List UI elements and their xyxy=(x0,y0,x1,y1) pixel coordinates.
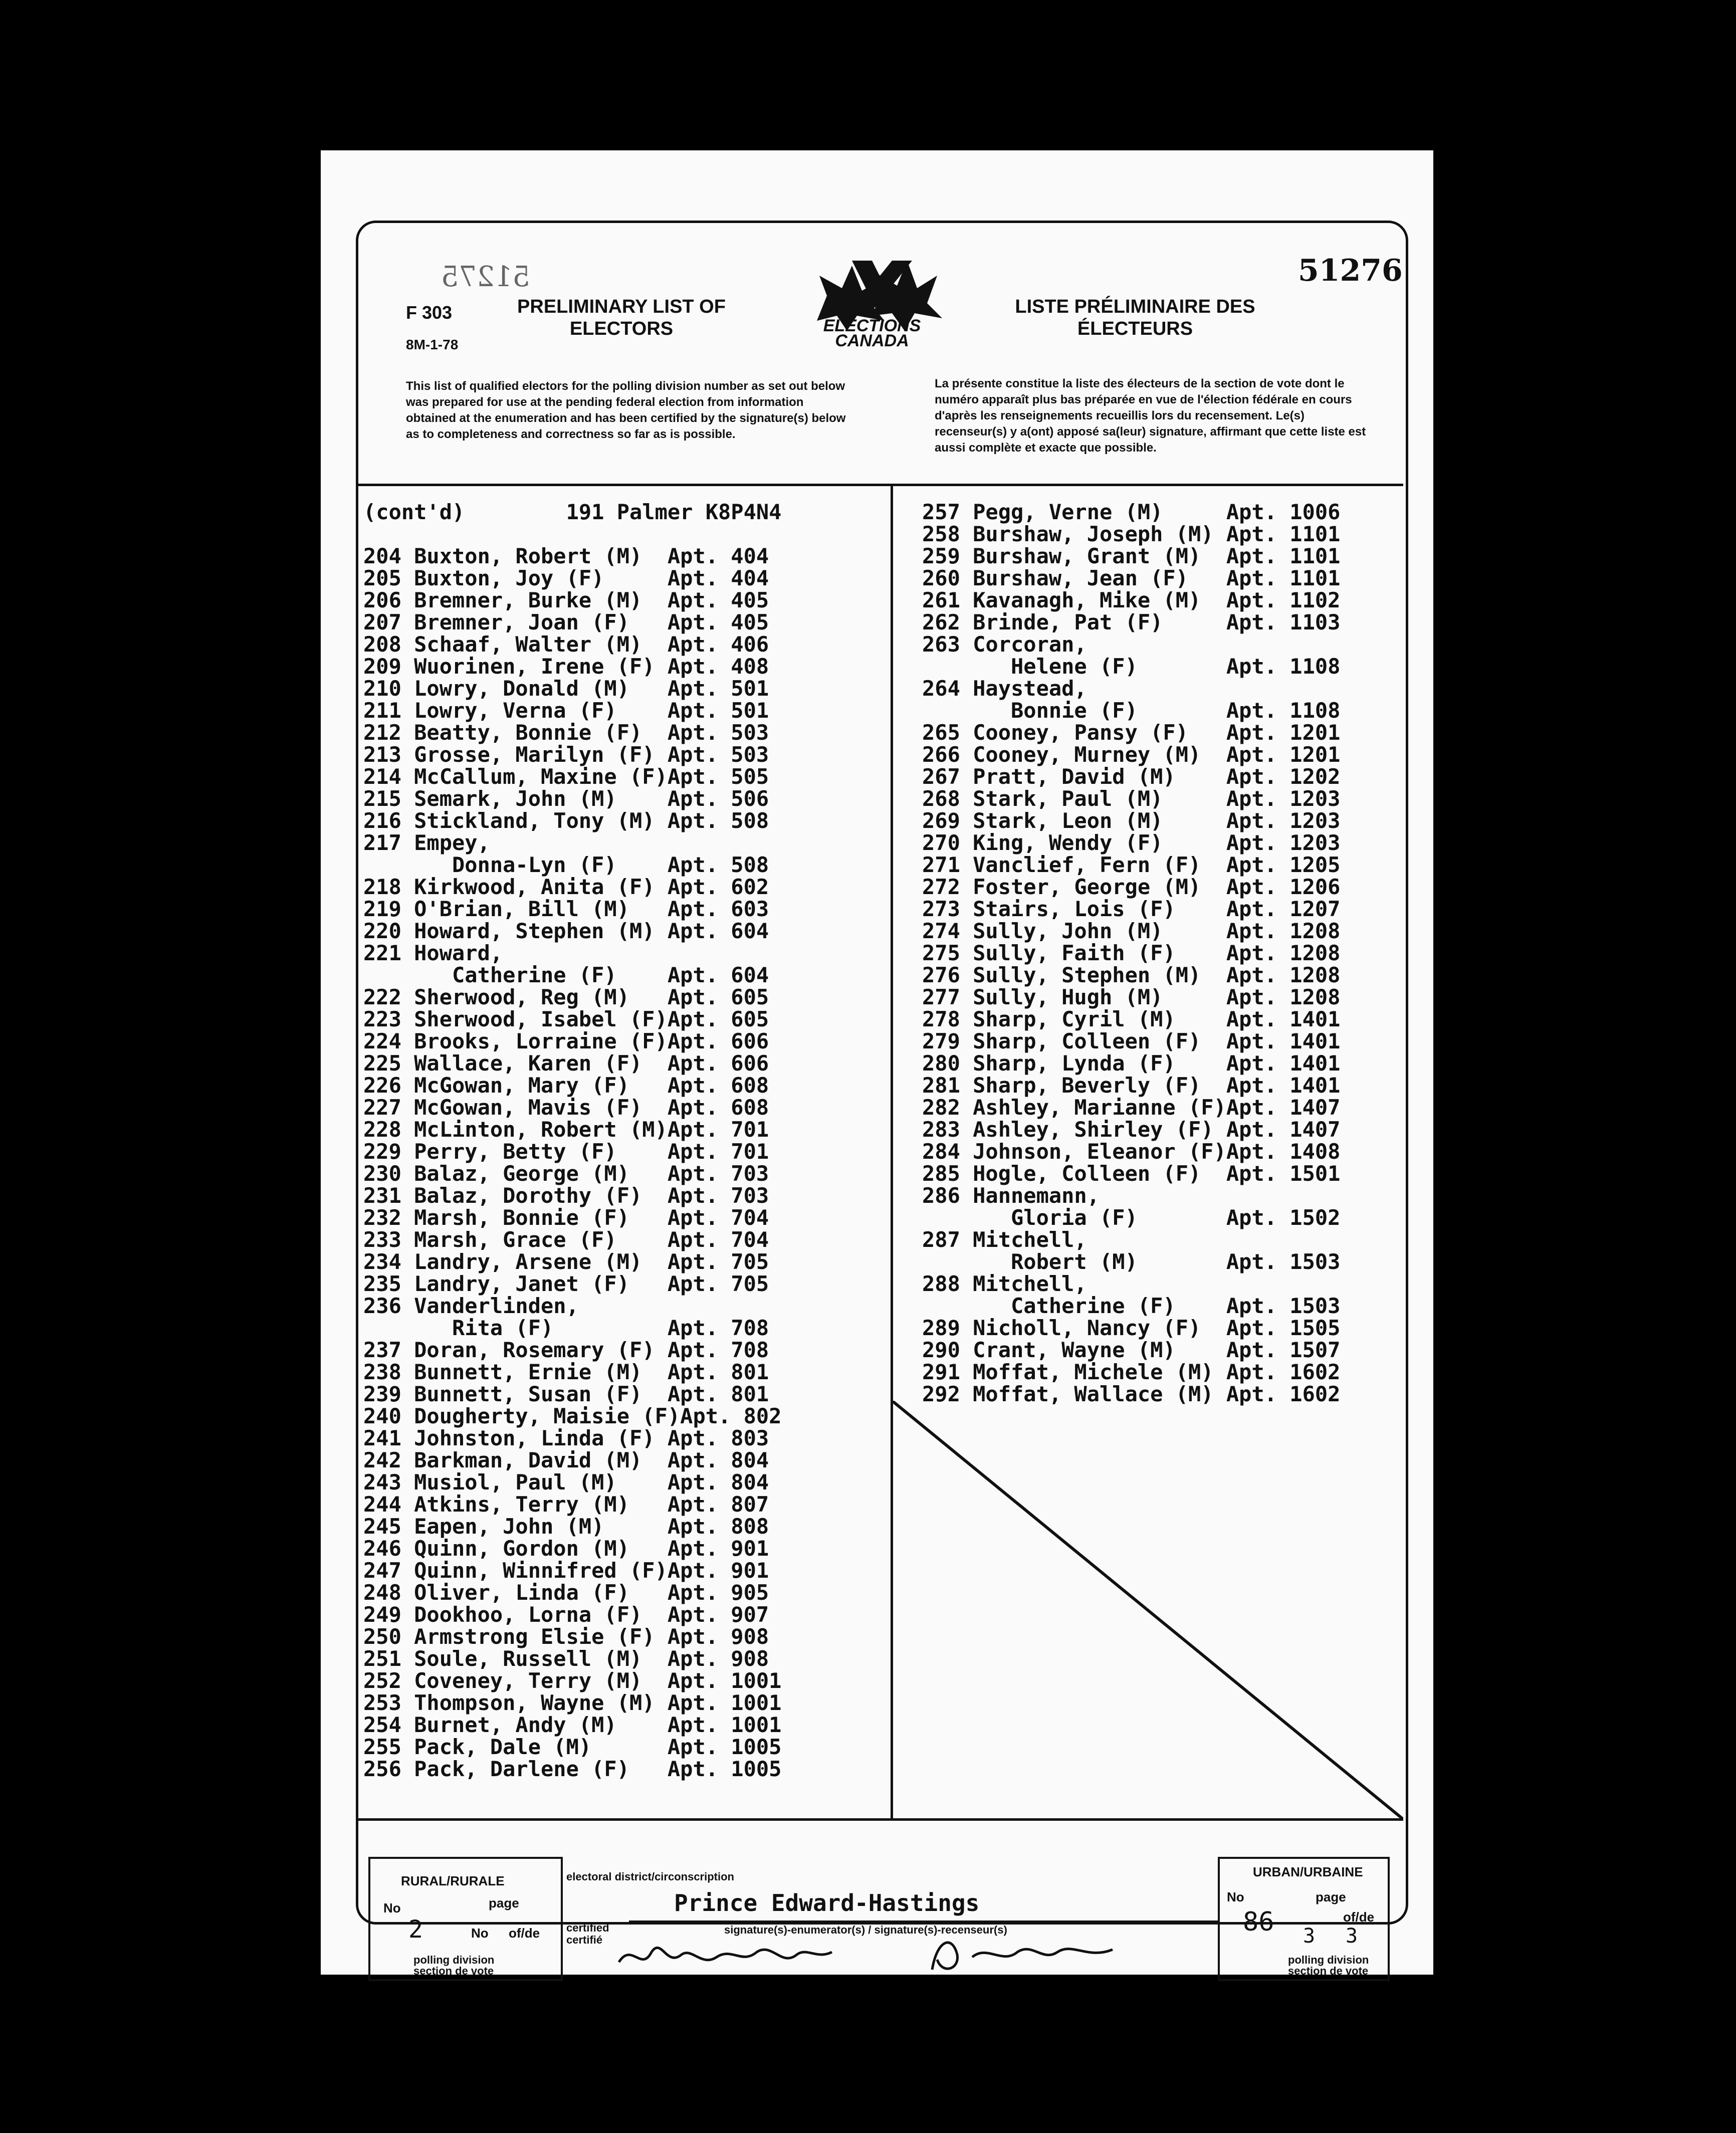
elector-entry: 256 Pack, Darlene (F) Apt. 1005 xyxy=(363,1757,782,1781)
elector-entry: 251 Soule, Russell (M) Apt. 908 xyxy=(363,1646,769,1671)
elector-entry: 216 Stickland, Tony (M) Apt. 508 xyxy=(363,808,769,833)
elector-entry: 273 Stairs, Lois (F) Apt. 1207 xyxy=(922,897,1341,921)
elector-entry: 214 McCallum, Maxine (F)Apt. 505 xyxy=(363,764,769,789)
urban-polling-label: polling division section de vote xyxy=(1288,1954,1369,1977)
elector-entry: 234 Landry, Arsene (M) Apt. 705 xyxy=(363,1249,769,1274)
header-divider xyxy=(358,484,1403,486)
intro-french: La présente constitue la liste des électeurs de la section de vote dont le numéro apparaît plus bas préparée en vue de l'élection fédérale en cours d'après les renseignements recueillis lors du recensement. Le(s) recenseur(s) y a(ont) apposé sa(leur) signature, affirmant que cette liste est aussi complète et exacte que possible. xyxy=(935,377,1366,455)
elector-entry: 210 Lowry, Donald (M) Apt. 501 xyxy=(363,676,769,701)
urban-no-label: No xyxy=(1227,1889,1244,1904)
elector-entry: 257 Pegg, Verne (M) Apt. 1006 xyxy=(922,500,1341,524)
elector-entry: Rita (F) Apt. 708 xyxy=(363,1316,769,1340)
elector-entry: 205 Buxton, Joy (F) Apt. 404 xyxy=(363,566,769,590)
elector-entry: 206 Bremner, Burke (M) Apt. 405 xyxy=(363,588,769,612)
elector-entry: Catherine (F) Apt. 1503 xyxy=(922,1294,1341,1318)
district-name: Prince Edward-Hastings xyxy=(674,1889,980,1916)
elector-entry: 215 Semark, John (M) Apt. 506 xyxy=(363,786,769,811)
logo-text: ELECTIONS CANADA xyxy=(823,316,921,350)
elector-entry: 261 Kavanagh, Mike (M) Apt. 1102 xyxy=(922,588,1341,612)
title-english: PRELIMINARY LIST OF ELECTORS xyxy=(517,296,726,339)
urban-page-label: page xyxy=(1316,1889,1346,1904)
elector-entry: 291 Moffat, Michele (M) Apt. 1602 xyxy=(922,1360,1341,1384)
signature-line xyxy=(629,1921,1218,1922)
elector-entry: 286 Hannemann, xyxy=(922,1183,1100,1208)
document-page xyxy=(321,150,1433,1975)
elector-entry: 219 O'Brian, Bill (M) Apt. 603 xyxy=(363,897,769,921)
elector-entry: 258 Burshaw, Joseph (M) Apt. 1101 xyxy=(922,522,1341,546)
elector-entry: 231 Balaz, Dorothy (F) Apt. 703 xyxy=(363,1183,769,1208)
elector-entry: Bonnie (F) Apt. 1108 xyxy=(922,698,1341,723)
elector-entry: 228 McLinton, Robert (M)Apt. 701 xyxy=(363,1117,769,1142)
elector-entry: 246 Quinn, Gordon (M) Apt. 901 xyxy=(363,1536,769,1561)
rural-page-label: page xyxy=(489,1895,519,1910)
elector-entry: 222 Sherwood, Reg (M) Apt. 605 xyxy=(363,985,769,1009)
elector-entry: 279 Sharp, Colleen (F) Apt. 1401 xyxy=(922,1029,1341,1053)
form-date: 8M-1-78 xyxy=(406,337,459,352)
elector-entry: 237 Doran, Rosemary (F) Apt. 708 xyxy=(363,1338,769,1362)
elector-entry: 283 Ashley, Shirley (F) Apt. 1407 xyxy=(922,1117,1341,1142)
elector-entry: 249 Dookhoo, Lorna (F) Apt. 907 xyxy=(363,1602,769,1627)
elector-entry: 235 Landry, Janet (F) Apt. 705 xyxy=(363,1271,769,1296)
elector-entry: 245 Eapen, John (M) Apt. 808 xyxy=(363,1514,769,1539)
elector-entry: 248 Oliver, Linda (F) Apt. 905 xyxy=(363,1580,769,1605)
elector-entry: 232 Marsh, Bonnie (F) Apt. 704 xyxy=(363,1205,769,1230)
elector-entry: 236 Vanderlinden, xyxy=(363,1294,579,1318)
elector-entry: 269 Stark, Leon (M) Apt. 1203 xyxy=(922,808,1341,833)
cancellation-diagonal xyxy=(892,1401,1403,1819)
intro-english: This list of qualified electors for the polling division number as set out below was prepared for use at the pending federal election from information obtained at the enumeration and has been certified by the signature(s) below as to completeness and correctness so far as is possible. xyxy=(406,379,846,441)
elector-entry: 265 Cooney, Pansy (F) Apt. 1201 xyxy=(922,720,1341,745)
elector-entry: 252 Coveney, Terry (M) Apt. 1001 xyxy=(363,1668,782,1693)
elector-entry: 282 Ashley, Marianne (F)Apt. 1407 xyxy=(922,1095,1341,1120)
elector-entry: 211 Lowry, Verna (F) Apt. 501 xyxy=(363,698,769,723)
elector-entry: 223 Sherwood, Isabel (F)Apt. 605 xyxy=(363,1007,769,1031)
urban-number: 86 xyxy=(1243,1907,1274,1937)
elector-entry: 225 Wallace, Karen (F) Apt. 606 xyxy=(363,1051,769,1076)
form-number: F 303 xyxy=(406,302,453,323)
elector-entry: 229 Perry, Betty (F) Apt. 701 xyxy=(363,1139,769,1164)
elector-entry: 278 Sharp, Cyril (M) Apt. 1401 xyxy=(922,1007,1341,1031)
urban-of-label: of/de xyxy=(1343,1909,1375,1925)
elector-entry: 255 Pack, Dale (M) Apt. 1005 xyxy=(363,1735,782,1759)
elector-entry: 220 Howard, Stephen (M) Apt. 604 xyxy=(363,919,769,943)
rural-no2-label: No xyxy=(471,1926,489,1941)
elector-entry: 289 Nicholl, Nancy (F) Apt. 1505 xyxy=(922,1316,1341,1340)
elector-entry: 209 Wuorinen, Irene (F) Apt. 408 xyxy=(363,654,769,679)
elector-entry: 290 Crant, Wayne (M) Apt. 1507 xyxy=(922,1338,1341,1362)
elector-entry: 240 Dougherty, Maisie (F)Apt. 802 xyxy=(363,1404,782,1428)
rural-polling-label: polling division section de vote xyxy=(413,1954,495,1977)
elector-entry: 253 Thompson, Wayne (M) Apt. 1001 xyxy=(363,1690,782,1715)
elector-entry: 239 Bunnett, Susan (F) Apt. 801 xyxy=(363,1382,769,1406)
elector-entry: 233 Marsh, Grace (F) Apt. 704 xyxy=(363,1227,769,1252)
elector-entry xyxy=(363,523,781,545)
elector-entry: 280 Sharp, Lynda (F) Apt. 1401 xyxy=(922,1051,1341,1076)
elector-entry: 244 Atkins, Terry (M) Apt. 807 xyxy=(363,1492,769,1517)
elector-list-right xyxy=(922,501,1340,1405)
elector-entry: 250 Armstrong Elsie (F) Apt. 908 xyxy=(363,1624,769,1649)
elector-entry: 241 Johnston, Linda (F) Apt. 803 xyxy=(363,1426,769,1450)
elector-entry: 204 Buxton, Robert (M) Apt. 404 xyxy=(363,544,769,568)
elector-entry: 268 Stark, Paul (M) Apt. 1203 xyxy=(922,786,1341,811)
elector-entry: 212 Beatty, Bonnie (F) Apt. 503 xyxy=(363,720,769,745)
elector-entry: 218 Kirkwood, Anita (F) Apt. 602 xyxy=(363,875,769,899)
elector-entry: 263 Corcoran, xyxy=(922,632,1087,657)
enumerator-signature-2 xyxy=(922,1930,1123,1980)
urban-of: 3 xyxy=(1346,1925,1358,1948)
elector-entry: 292 Moffat, Wallace (M) Apt. 1602 xyxy=(922,1382,1341,1406)
elector-entry: 254 Burnet, Andy (M) Apt. 1001 xyxy=(363,1713,782,1737)
elector-entry: Helene (F) Apt. 1108 xyxy=(922,654,1341,679)
district-label: electoral district/circonscription xyxy=(566,1870,734,1883)
elector-entry: 277 Sully, Hugh (M) Apt. 1208 xyxy=(922,985,1341,1009)
elector-entry: Catherine (F) Apt. 604 xyxy=(363,963,769,987)
elector-entry: 285 Hogle, Colleen (F) Apt. 1501 xyxy=(922,1161,1341,1186)
elector-entry: 276 Sully, Stephen (M) Apt. 1208 xyxy=(922,963,1341,987)
rural-label: RURAL/RURALE xyxy=(401,1873,505,1888)
elector-entry: 224 Brooks, Lorraine (F)Apt. 606 xyxy=(363,1029,769,1053)
urban-label: URBAN/URBAINE xyxy=(1253,1864,1363,1879)
elector-entry: 213 Grosse, Marilyn (F) Apt. 503 xyxy=(363,742,769,767)
certified-label: certified certifié xyxy=(566,1922,609,1946)
elector-entry: 287 Mitchell, xyxy=(922,1227,1087,1252)
signature-label: signature(s)-enumerator(s) / signature(s)-recenseur(s) xyxy=(724,1924,1007,1936)
elector-entry: Robert (M) Apt. 1503 xyxy=(922,1249,1341,1274)
elector-entry: 242 Barkman, David (M) Apt. 804 xyxy=(363,1448,769,1472)
rural-no-label: No xyxy=(383,1900,401,1915)
elector-entry: 208 Schaaf, Walter (M) Apt. 406 xyxy=(363,632,769,657)
elector-entry: 230 Balaz, George (M) Apt. 703 xyxy=(363,1161,769,1186)
title-french: LISTE PRÉLIMINAIRE DES ÉLECTEURS xyxy=(1015,296,1255,339)
elector-entry: 259 Burshaw, Grant (M) Apt. 1101 xyxy=(922,544,1341,568)
elector-entry: Donna-Lyn (F) Apt. 508 xyxy=(363,852,769,877)
elector-entry: 217 Empey, xyxy=(363,830,490,855)
elector-entry: 266 Cooney, Murney (M) Apt. 1201 xyxy=(922,742,1341,767)
elector-entry: 275 Sully, Faith (F) Apt. 1208 xyxy=(922,941,1341,965)
rural-of-label: of/de xyxy=(509,1926,540,1941)
rural-number: 2 xyxy=(408,1915,423,1944)
elector-entry: 267 Pratt, David (M) Apt. 1202 xyxy=(922,764,1341,789)
elector-entry: 264 Haystead, xyxy=(922,676,1087,701)
elector-entry: 281 Sharp, Beverly (F) Apt. 1401 xyxy=(922,1073,1341,1098)
elector-entry: Gloria (F) Apt. 1502 xyxy=(922,1205,1341,1230)
elector-entry: 262 Brinde, Pat (F) Apt. 1103 xyxy=(922,610,1341,634)
elector-entry: 260 Burshaw, Jean (F) Apt. 1101 xyxy=(922,566,1341,590)
elector-entry: 271 Vanclief, Fern (F) Apt. 1205 xyxy=(922,852,1341,877)
elector-entry: 207 Bremner, Joan (F) Apt. 405 xyxy=(363,610,769,634)
urban-page: 3 xyxy=(1303,1925,1316,1948)
document-number: 51276 xyxy=(1298,253,1403,288)
elector-entry: (cont'd) 191 Palmer K8P4N4 xyxy=(363,500,782,524)
elector-entry: 243 Musiol, Paul (M) Apt. 804 xyxy=(363,1470,769,1495)
elector-entry: 270 King, Wendy (F) Apt. 1203 xyxy=(922,830,1341,855)
elector-entry: 247 Quinn, Winnifred (F)Apt. 901 xyxy=(363,1558,769,1583)
elector-list-left xyxy=(363,501,781,1780)
elector-entry: 272 Foster, George (M) Apt. 1206 xyxy=(922,875,1341,899)
elector-entry: 288 Mitchell, xyxy=(922,1271,1087,1296)
elector-entry: 284 Johnson, Eleanor (F)Apt. 1408 xyxy=(922,1139,1341,1164)
elector-entry: 226 McGowan, Mary (F) Apt. 608 xyxy=(363,1073,769,1098)
bleed-through-number: 51275 xyxy=(441,261,531,293)
elector-entry: 227 McGowan, Mavis (F) Apt. 608 xyxy=(363,1095,769,1120)
elector-entry: 238 Bunnett, Ernie (M) Apt. 801 xyxy=(363,1360,769,1384)
elector-entry: 274 Sully, John (M) Apt. 1208 xyxy=(922,919,1341,943)
enumerator-signature-1 xyxy=(616,1932,837,1977)
elector-entry: 221 Howard, xyxy=(363,941,503,965)
